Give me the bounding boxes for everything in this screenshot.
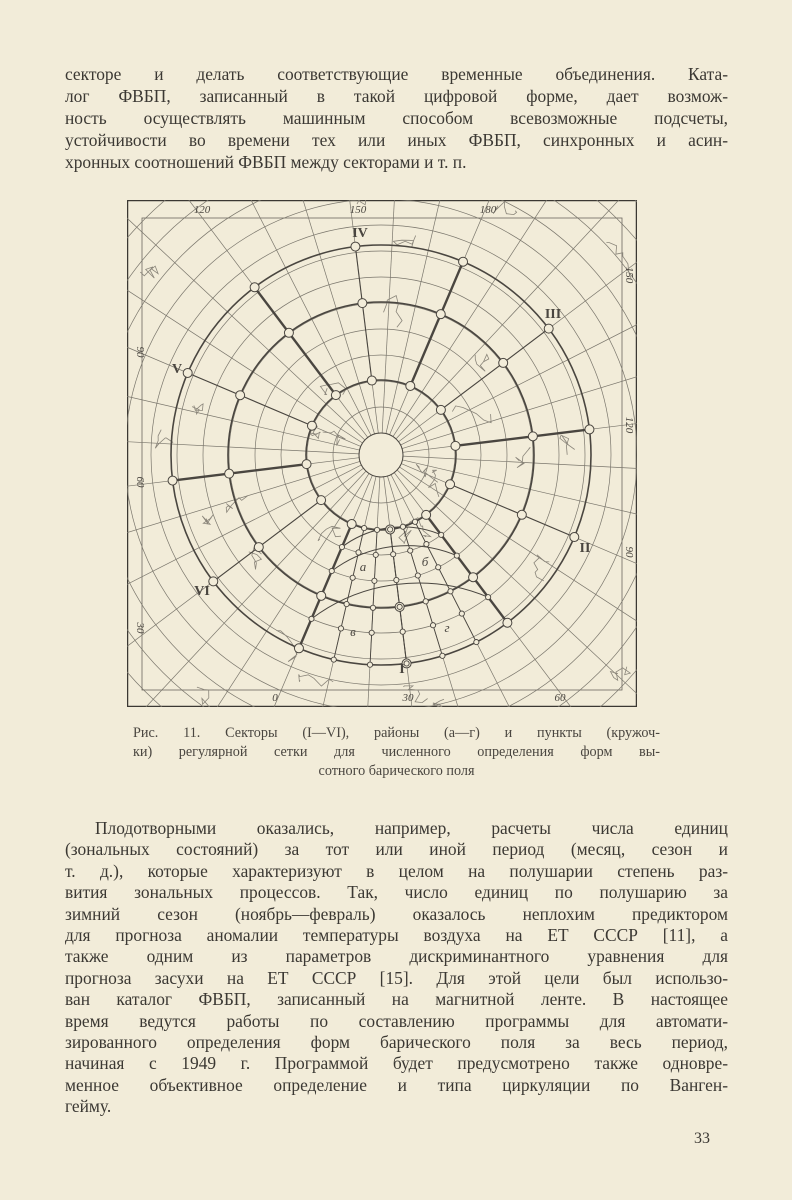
grid-point-small — [415, 573, 420, 578]
region-label: в — [350, 624, 356, 639]
text-line: т. д.), которые характеризуют в целом на полушарии степень раз- — [65, 860, 728, 881]
meridian-line — [127, 465, 361, 646]
grid-point-small — [454, 553, 459, 558]
coord-label: 150 — [623, 266, 635, 284]
grid-point-small — [436, 565, 441, 570]
top-paragraph — [65, 63, 728, 173]
grid-point — [544, 324, 553, 333]
meridian-line — [127, 200, 365, 440]
coastline — [534, 555, 549, 581]
coastline — [323, 431, 346, 446]
meridian-line — [387, 476, 503, 707]
grid-point-small — [374, 527, 379, 532]
grid-point — [225, 469, 234, 478]
grid-point-small — [408, 548, 413, 553]
grid-point-small — [423, 599, 428, 604]
grid-point-small — [329, 568, 334, 573]
text-line: начиная с 1949 г. Программой будет предусмотрено также одновре- — [65, 1053, 728, 1074]
text-line: хронных соотношений ФВБП между секторами и т. п. — [65, 152, 467, 172]
text-line: лог ФВБП, записанный в такой цифровой форме, дает возмож- — [65, 86, 728, 106]
text-line: зированного определения форм барического поля за весь период, — [65, 1031, 728, 1052]
grid-point — [168, 476, 177, 485]
grid-point-small — [397, 604, 402, 609]
meridian-line — [399, 202, 637, 442]
coord-label: 30 — [402, 692, 414, 704]
grid-point-small — [369, 630, 374, 635]
grid-point-small — [391, 552, 396, 557]
sector-boundary — [173, 464, 307, 480]
grid-point — [469, 573, 478, 582]
coastline — [318, 526, 341, 541]
text-line: также одним из параметров дискриминантного уравнения для — [65, 946, 728, 967]
text-line: ность осуществлять машинным способом всевозможные подсчеты, — [65, 108, 728, 128]
text-line: (зональных состояний) за тот или иной период (месяц, сезон и — [65, 839, 728, 860]
coastline — [429, 470, 439, 497]
grid-point-small — [344, 601, 349, 606]
meridian-line — [152, 473, 369, 707]
caption-line: сотного барического поля — [318, 763, 475, 779]
coastline — [516, 447, 531, 467]
sector-boundary — [410, 262, 463, 386]
meridian-line — [393, 200, 610, 437]
grid-point — [459, 257, 468, 266]
sector-label: II — [579, 541, 591, 556]
grid-point-small — [331, 657, 336, 662]
text-line: для прогноза аномалии температуры воздуха на ЕТ СССР [11], а — [65, 924, 728, 945]
coord-label: 150 — [349, 204, 367, 216]
grid-point-small — [486, 595, 491, 600]
meridian-line — [394, 473, 634, 707]
coastline — [192, 404, 203, 414]
meridian-line — [399, 467, 637, 684]
grid-point — [436, 405, 445, 414]
coastline — [384, 296, 403, 328]
grid-point-small — [474, 640, 479, 645]
grid-point-small — [440, 653, 445, 658]
grid-point-small — [350, 575, 355, 580]
meridian-line — [127, 433, 359, 454]
grid-point-small — [367, 662, 372, 667]
grid-point — [254, 543, 263, 552]
coord-label: 60 — [134, 476, 146, 488]
grid-point-small — [373, 552, 378, 557]
meridian-line — [401, 264, 637, 445]
coord-label: 60 — [554, 692, 566, 704]
grid-point-small — [424, 542, 429, 547]
grid-point — [351, 242, 360, 251]
page-number: 33 — [694, 1130, 710, 1147]
grid-point-small — [394, 577, 399, 582]
grid-point — [570, 533, 579, 542]
meridian-line — [127, 226, 363, 443]
grid-point — [406, 381, 415, 390]
grid-point — [528, 432, 537, 441]
grid-point — [503, 618, 512, 627]
grid-point-small — [400, 629, 405, 634]
region-radial — [390, 529, 406, 663]
sector-boundary — [299, 524, 352, 648]
grid-point-small — [362, 525, 367, 530]
coastline — [140, 266, 158, 278]
grid-point — [250, 283, 259, 292]
grid-point-small — [459, 611, 464, 616]
coastline — [560, 435, 575, 455]
grid-point — [517, 510, 526, 519]
text-line: менное объективное определение и типа циркуляции по Ванген- — [65, 1074, 728, 1095]
meridian-line — [127, 468, 363, 707]
coord-label: 30 — [134, 622, 146, 634]
grid-point-small — [430, 623, 435, 628]
coord-label: 90 — [623, 546, 635, 558]
coord-label: 0 — [272, 692, 278, 704]
body-paragraph — [65, 818, 728, 1117]
sector-label: V — [171, 362, 183, 377]
region-label: г — [444, 620, 450, 635]
grid-point-small — [309, 616, 314, 621]
grid-point-small — [439, 532, 444, 537]
region-label: а — [359, 559, 367, 574]
figure-polar-grid-map — [127, 200, 637, 707]
sector-midline — [213, 500, 321, 581]
region-label: б — [421, 554, 429, 569]
coord-label: 90 — [134, 346, 146, 358]
grid-point — [347, 520, 356, 529]
meridian-line — [190, 200, 371, 435]
grid-point — [307, 421, 316, 430]
text-line: ван каталог ФВБП, записанный на магнитной ленте. В настоящее — [65, 989, 728, 1010]
caption-line: Рис. 11. Секторы (I—VI), районы (а—г) и пункты (кружоч- — [133, 725, 660, 741]
sector-grid — [171, 245, 591, 665]
text-line: прогноза засухи на ЕТ СССР [15]. Для этой цели был использо- — [65, 967, 728, 988]
grid-point-small — [372, 578, 377, 583]
coastline — [493, 202, 516, 215]
grid-point-small — [448, 589, 453, 594]
grid-point — [499, 358, 508, 367]
coord-label: 120 — [623, 416, 635, 434]
grid-point — [422, 510, 431, 519]
text-line: устойчивости во времени тех или иных ФВБП, синхронных и асин- — [65, 130, 728, 150]
sector-midline — [188, 373, 312, 426]
grid-point-small — [400, 524, 405, 529]
grid-point-small — [339, 544, 344, 549]
sector-boundary — [455, 429, 589, 445]
grid-point-small — [370, 605, 375, 610]
text-line: время ведутся работы по составлению программы для автомати- — [65, 1010, 728, 1031]
coastline — [475, 354, 489, 371]
coastline — [202, 515, 213, 525]
text-line: зимний сезон (ноябрь—февраль) оказалось неплохим предиктором — [65, 903, 728, 924]
grid-point — [585, 425, 594, 434]
grid-point — [317, 591, 326, 600]
grid-point — [446, 480, 455, 489]
grid-point — [367, 376, 376, 385]
grid-point — [236, 391, 245, 400]
text-line: вития зональных процессов. Так, число единиц по полушарию за — [65, 882, 728, 903]
grid-point-small — [356, 550, 361, 555]
sector-label: III — [544, 307, 562, 322]
grid-point-small — [404, 661, 409, 666]
grid-point-small — [388, 527, 393, 532]
sector-label: IV — [352, 226, 368, 241]
pole-circle — [359, 433, 403, 477]
region-radial — [334, 528, 364, 660]
sector-label: I — [399, 662, 405, 677]
figure-caption — [133, 724, 660, 781]
grid-point — [294, 644, 303, 653]
grid-point — [358, 299, 367, 308]
grid-point-small — [338, 626, 343, 631]
grid-point-small — [412, 519, 417, 524]
text-line: гейму. — [65, 1096, 112, 1117]
coord-label: 120 — [193, 204, 211, 216]
sector-midline — [450, 484, 574, 537]
meridian-line — [403, 456, 637, 477]
meridian-line — [396, 200, 637, 439]
text-line: секторе и делать соответствующие временные объединения. Ката- — [65, 64, 728, 84]
sector-midline — [355, 247, 371, 381]
sector-midline — [441, 329, 549, 410]
grid-point — [302, 460, 311, 469]
grid-point — [436, 310, 445, 319]
grid-point — [284, 328, 293, 337]
sector-label: VI — [194, 584, 210, 599]
sector-boundary — [255, 287, 336, 395]
grid-point — [183, 368, 192, 377]
grid-point — [451, 441, 460, 450]
grid-point — [209, 577, 218, 586]
grid-point — [331, 391, 340, 400]
coord-label: 180 — [479, 204, 497, 216]
caption-line: ки) регулярной сетки для численного определения форм вы- — [133, 744, 660, 760]
text-line: Плодотворными оказались, например, расчеты числа единиц — [95, 818, 728, 838]
grid-point — [317, 496, 326, 505]
